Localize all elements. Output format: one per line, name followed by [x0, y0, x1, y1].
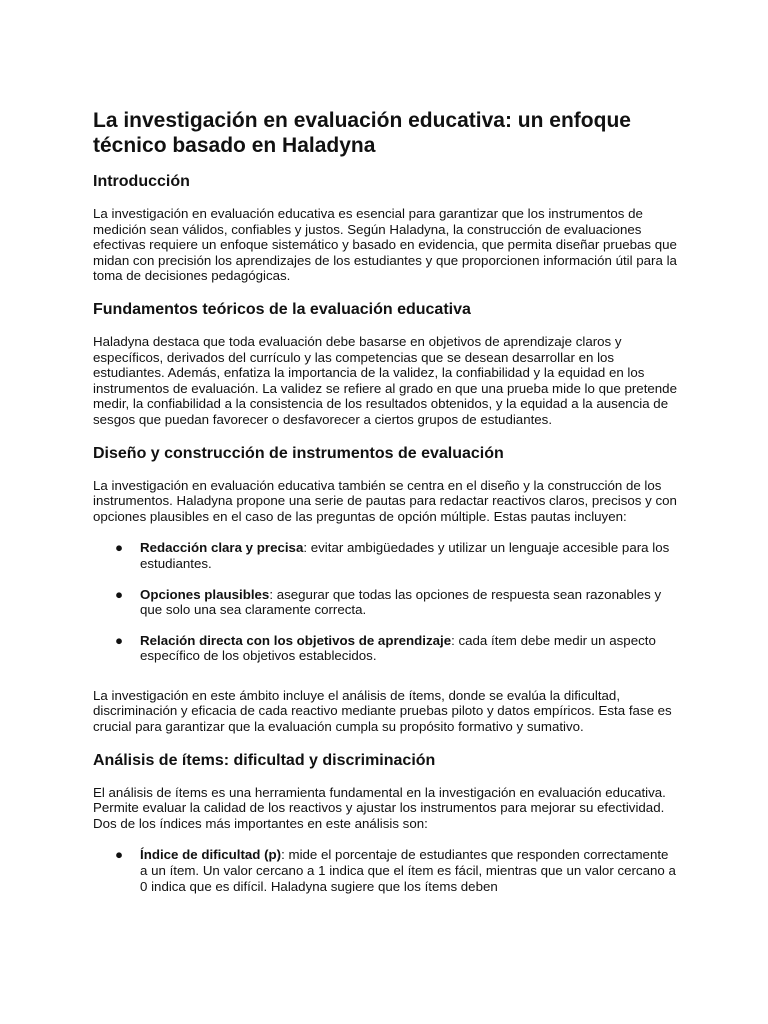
- section-heading-introduccion: Introducción: [93, 173, 190, 190]
- bullet-icon: ●: [115, 586, 124, 602]
- section-heading-fundamentos: Fundamentos teóricos de la evaluación educativa: [93, 300, 471, 318]
- list-item-text: : evitar ambigüedades y utilizar un lenguaje accesible para los estudiantes.: [140, 540, 670, 571]
- section-paragraph-introduccion: La investigación en evaluación educativa es esencial para garantizar que los instrumentos de medición sean válidos, confiables y justos. Según Haladyna, la construcción de evaluaciones efectivas requiere un enfoque sistemático y basado en evidencia, que permita diseñar pruebas que midan con precisión los aprendizajes de los estudiantes y que proporcionen información útil para la toma de decisiones pedagógicas.: [93, 206, 677, 284]
- list-item: [93, 633, 678, 664]
- list-item-text: : cada ítem debe medir un aspecto específico de los objetivos establecidos.: [140, 632, 656, 664]
- list-item: [93, 540, 678, 571]
- section-paragraph-diseno: La investigación en evaluación educativa también se centra en el diseño y la construcción de los instrumentos. Haladyna propone una serie de pautas para redactar reactivos claros, precisos y con opciones plausibles en el caso de las preguntas de opción múltiple. Estas pautas incluyen:: [93, 477, 677, 524]
- section-heading-diseno: Diseño y construcción de instrumentos de evaluación: [93, 444, 504, 462]
- section-paragraph-fundamentos: Haladyna destaca que toda evaluación debe basarse en objetivos de aprendizaje claros y específicos, derivados del currículo y las competencias que se desean desarrollar en los estudiantes. Además, enfatiza la importancia de la validez, la confiabilidad y la equidad en los instrumentos de evaluación. La validez se refiere al grado en que una prueba mide lo que pretende medir, la confiabilidad a la consistencia de los resultados obtenidos, y la equidad a la ausencia de sesgos que puedan favorecer o desfavorecer a ciertos grupos de estudiantes.: [93, 333, 677, 427]
- list-item-term: Relación directa con los objetivos de aprendizaje: [140, 632, 452, 648]
- section-heading-analisis: Análisis de ítems: dificultad y discriminación: [93, 751, 436, 769]
- list-item: [93, 847, 678, 894]
- list-item: [93, 587, 678, 618]
- list-item-term: Índice de dificultad (p): [140, 847, 282, 863]
- indices-list: [93, 847, 678, 894]
- list-item-term: Redacción clara y precisa: [140, 540, 304, 556]
- list-item-text: : asegurar que todas las opciones de respuesta sean razonables y que solo una sea claramente correcta.: [140, 586, 662, 618]
- list-item-term: Opciones plausibles: [140, 586, 270, 602]
- guidelines-list: [93, 540, 678, 664]
- section-paragraph-analisis: El análisis de ítems es una herramienta fundamental en la investigación en evaluación educativa. Permite evaluar la calidad de los reactivos y ajustar los instrumentos para mejorar su efectividad. Dos de los índices más importantes en este análisis son:: [93, 784, 666, 831]
- bullet-icon: ●: [115, 847, 124, 863]
- section-paragraph-analisis-intro: La investigación en este ámbito incluye el análisis de ítems, donde se evalúa la dificultad, discriminación y eficacia de cada reactivo mediante pruebas piloto y datos empíricos. Esta fase es crucial para garantizar que la evaluación cumpla su propósito formativo y sumativo.: [93, 687, 672, 735]
- bullet-icon: ●: [115, 632, 124, 648]
- list-item-text: : mide el porcentaje de estudiantes que responden correctamente a un ítem. Un valor cercano a 1 indica que el ítem es fácil, mientras que un valor cercano a 0 indica que es difícil. Haladyna sugiere que los ítems deben: [140, 847, 676, 894]
- bullet-icon: ●: [115, 540, 124, 556]
- document-title: La investigación en evaluación educativa: un enfoque técnico basado en Haladyna: [93, 109, 631, 157]
